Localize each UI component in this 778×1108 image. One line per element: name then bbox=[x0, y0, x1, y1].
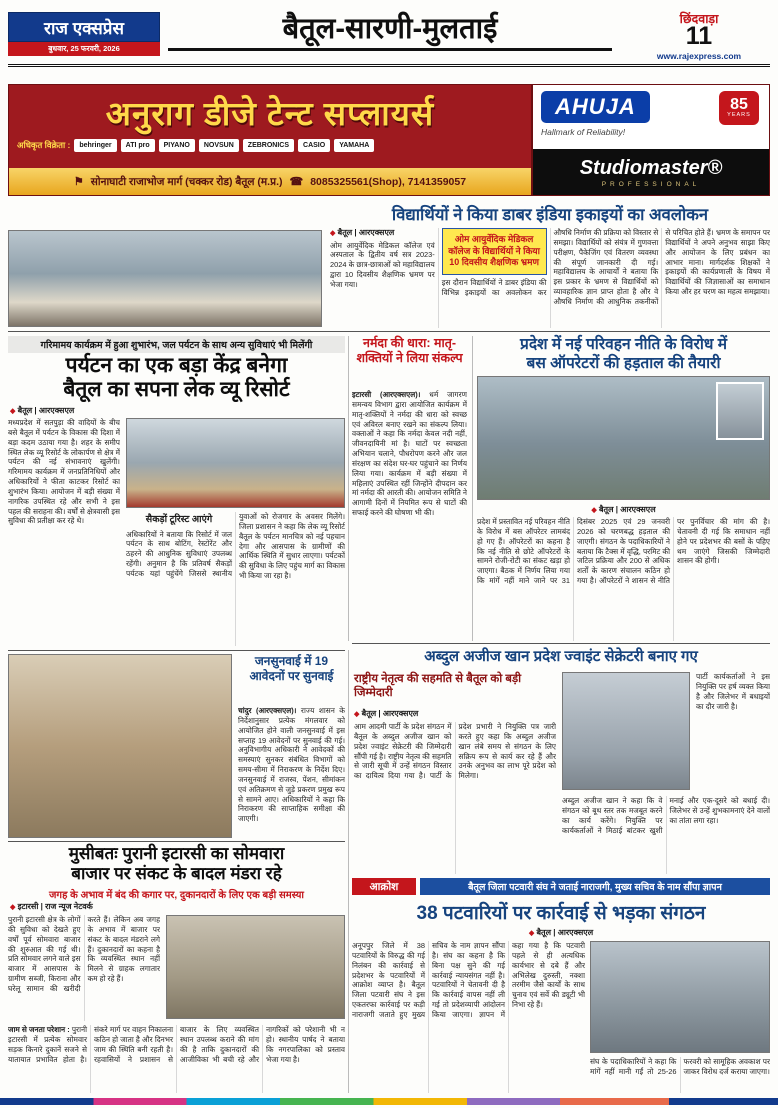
dealer-label: अधिकृत विक्रेता : bbox=[17, 140, 71, 150]
body-lake-bottom bbox=[126, 512, 345, 646]
byline bbox=[352, 927, 770, 938]
section-divider bbox=[8, 841, 345, 842]
column-divider bbox=[348, 650, 349, 1093]
headline-patwari: 38 पटवारियों पर कार्रवाई से भड़का संगठन bbox=[416, 903, 706, 924]
studiomaster-logo: Studiomaster® bbox=[579, 156, 723, 179]
edition-label: छिंदवाड़ा bbox=[679, 12, 719, 26]
bullet-icon: ◆ bbox=[354, 711, 360, 718]
headline-bus bbox=[477, 336, 770, 373]
body-jansunwai bbox=[238, 706, 345, 838]
body-itarsi-left bbox=[8, 915, 160, 1021]
column-divider bbox=[472, 336, 473, 641]
headline-itarsi bbox=[8, 844, 345, 885]
ad-address-text: सोनाघाटी राजाभोज मार्ग (चक्कर रोड) बैतूल (म.प्र.) bbox=[90, 175, 283, 188]
headline-line: मुसीबतः पुरानी इटारसी का सोमवारा bbox=[68, 844, 285, 863]
section-divider bbox=[8, 331, 770, 332]
body-abdul-bottom bbox=[562, 796, 770, 874]
body-text: राज्य शासन के निर्देशानुसार प्रत्येक मंगलवार को आयोजित होने वाली जनसुनवाई में इस सप्ताह 19 आवेदनों पर सुनवाई की गई। अनुविभागीय अधिकारी ने आवेदकों की समस्याएं सुनकर संबंधित विभागों को समय-सीमा में निराकरण के निर्देश दिए। जनसुनवाई में राजस्व, पेंशन, सीमांकन एवं अतिक्रमण से जुड़े प्रकरण प्रमुख रूप से सामने आए। अधिकारियों ने कहा कि निराकरण की साप्ताहिक समीक्षा की जाएगी। bbox=[238, 706, 345, 824]
page-title: बैतूल-सारणी-मुलताई bbox=[282, 13, 498, 45]
section-divider bbox=[352, 643, 770, 644]
body-paragraph: प्रदेश में प्रस्तावित नई परिवहन नीति के विरोध में बस ऑपरेटर लामबंद हो गए हैं। ऑपरेटरों का कहना है कि नई नीति से छोटे ऑपरेटरों के सामने रोजी-रोटी का संकट खड़ा हो जाएगा। बैठक में निर्णय लिया गया कि मांगें नहीं माने जाने पर 31 दिसंबर 2025 एवं 29 जनवरी 2026 को चरणबद्ध हड़ताल की जाएगी। संगठन के पदाधिकारियों ने बताया कि टैक्स में वृद्धि, परमिट की जटिल प्रक्रिया और 200 से अधिक शर्तों के कारण संचालन कठिन हो गया है। ऑपरेटरों ने शासन से नीति पर पुनर्विचार की मांग की है। चेतावनी दी गई कि समाधान नहीं होने पर प्रदेशभर की बसों के पहिए थम जाएंगे जिसकी जिम्मेदारी शासन की होगी। bbox=[477, 517, 770, 586]
body-patwari-left bbox=[352, 941, 585, 1093]
body-paragraph: अधिकारियों ने बताया कि रिसोर्ट में जल पर्यटन के साथ बोटिंग, रेस्टोरेंट और ठहरने की आधुनिक सुविधाएं उपलब्ध रहेंगी। अनुमान है कि प्रतिवर्ष सैकड़ों पर्यटक यहां पहुंचेंगे जिससे स्थानीय युवाओं को रोजगार के अवसर मिलेंगे। जिला प्रशासन ने कहा कि लेक व्यू रिसोर्ट बैतूल के पर्यटन मानचित्र को नई पहचान देगा और आसपास के ग्रामीणों की आर्थिक स्थिति में सुधार लाएगा। पर्यटकों की सुविधा के लिए पहुंच मार्ग का विकास भी किया जा रहा है। bbox=[126, 512, 345, 581]
headline-line: बस ऑपरेटरों की हड़ताल की तैयारी bbox=[526, 354, 721, 372]
byline-text: बैतूल | आरएक्सएल bbox=[536, 928, 594, 937]
ad-dealer-row bbox=[9, 135, 531, 154]
ad-address-bar bbox=[9, 168, 531, 195]
location-icon: ⚑ bbox=[73, 176, 84, 188]
headline-narmada: नर्मदा की धारा: मातृ-शक्तियों ने लिया संकल्प bbox=[356, 336, 463, 365]
photo-abdul-aziz bbox=[562, 672, 690, 790]
byline bbox=[354, 708, 556, 719]
phone-icon: ☎ bbox=[289, 176, 304, 188]
bullet-icon: ◆ bbox=[528, 930, 535, 937]
byline bbox=[10, 405, 210, 416]
studiomaster-sub: PROFESSIONAL bbox=[601, 180, 701, 188]
subhead-traffic-jam: जाम से जनता परेशान : bbox=[8, 1025, 70, 1034]
brand-chip: ZEBRONICS bbox=[243, 139, 294, 152]
brand-chip: behringer bbox=[74, 139, 116, 152]
photo-ribbon-cutting bbox=[126, 418, 345, 508]
body-paragraph bbox=[238, 706, 345, 824]
masthead-brand: राज एक्सप्रेस bbox=[8, 12, 160, 42]
headline-line: प्रदेश में नई परिवहन नीति के विरोध में bbox=[520, 336, 727, 353]
subtitle-abdul: राष्ट्रीय नेतृत्व की सहमति से बैतूल को बड़ी जिम्मेदारी bbox=[354, 673, 522, 700]
photo-inset-portrait bbox=[716, 382, 764, 440]
bullet-icon: ◆ bbox=[10, 408, 16, 415]
body-abdul-right bbox=[696, 672, 770, 790]
byline-text: बैतूल | आरएक्सएल bbox=[337, 228, 395, 237]
brand-chip: YAMAHA bbox=[334, 139, 374, 152]
body-paragraph bbox=[8, 1025, 345, 1064]
body-text: पुरानी इटारसी में प्रत्येक सोमवार सड़क किनारे दुकानें सजने से यातायात प्रभावित होता है। संकरे मार्ग पर वाहन निकालना कठिन हो जाता है और दिनभर जाम की स्थिति बनी रहती है। रहवासियों ने प्रशासन से बाजार के लिए व्यवस्थित स्थान उपलब्ध कराने की मांग की है ताकि दुकानदारों की आजीविका भी बची रहे और नागरिकों को परेशानी भी न हो। स्थानीय पार्षद ने बताया कि नगरपालिका को प्रस्ताव भेजा गया है। bbox=[8, 1025, 345, 1064]
dateline: इटारसी (आरएक्सएल)। bbox=[352, 390, 421, 399]
strip-patwari: बैतूल जिला पटवारी संघ ने जताई नाराजगी, मुख्य सचिव के नाम सौंपा ज्ञापन bbox=[420, 878, 770, 895]
bullet-icon: ◆ bbox=[591, 507, 597, 514]
subhead-tourists: सैकड़ों टूरिस्ट आएंगे bbox=[145, 514, 213, 525]
headline-dabur: विद्यार्थियों ने किया डाबर इंडिया इकाइयों का अवलोकन bbox=[391, 206, 709, 224]
page-number: 11 bbox=[685, 22, 713, 50]
headline-abdul: अब्दुल अजीज खान प्रदेश ज्वाइंट सेक्रेटरी बनाए गए bbox=[424, 648, 698, 665]
body-paragraph: पुरानी इटारसी क्षेत्र के लोगों की सुविधा को देखते हुए वर्षों पूर्व सोमवारा बाजार की शुरुआत की गई थी। प्रति सोमवार लगने वाले इस बाजार में आसपास के ग्रामीण सब्जी, किराना और घरेलू सामान की खरीदी करते हैं। लेकिन अब जगह के अभाव में बाजार पर संकट के बादल मंडराने लगे हैं। दुकानदारों का कहना है कि व्यवस्थित स्थान नहीं मिलने से ग्राहक लगातार कम हो रहे हैं। bbox=[8, 915, 160, 993]
body-lake-left bbox=[8, 418, 120, 646]
column-divider bbox=[348, 336, 349, 641]
photo-students-group bbox=[8, 230, 322, 327]
photo-vegetable-market bbox=[8, 654, 232, 838]
brand-chip: NOVSUN bbox=[199, 139, 239, 152]
photo-bus-operators bbox=[477, 376, 770, 500]
photo-patwari-group bbox=[590, 941, 770, 1053]
masthead-rule bbox=[8, 64, 770, 67]
ad-phone-numbers: 8085325561(Shop), 7141359057 bbox=[310, 175, 467, 188]
brand-chip: CASIO bbox=[298, 139, 330, 152]
photo-itarsi-street bbox=[166, 915, 345, 1019]
headline-line: पर्यटन का एक बड़ा केंद्र बनेगा bbox=[65, 354, 288, 377]
body-patwari-bottom bbox=[590, 1057, 770, 1093]
body-text: धर्म जागरण समन्वय विभाग द्वारा आयोजित कार्यक्रम में मातृ-शक्तियों ने नर्मदा की धारा को स्वच्छ एवं अविरल बनाए रखने का संकल्प लिया। वक्ताओं ने कहा कि नर्मदा केवल नदी नहीं, जीवनदायिनी मां है। घाटों पर स्वच्छता अभियान चलाने, पौधरोपण करने और जल संरक्षण का संदेश घर-घर पहुंचाने का निर्णय लिया गया। कार्यक्रम में बड़ी संख्या में महिलाएं उपस्थित रहीं जिन्होंने दीपदान कर मां नर्मदा की आरती की। आयोजन समिति ने आगामी दिनों में नियमित रूप से घाटों की सफाई करने की घोषणा भी की। bbox=[352, 390, 467, 518]
byline-text: बैतूल | आरएक्सएल bbox=[17, 406, 75, 415]
subtitle-itarsi: जगह के अभाव में बंद की कगार पर, दुकानदारों के लिए एक बड़ी समस्या bbox=[49, 890, 304, 901]
body-abdul-left bbox=[354, 722, 556, 874]
body-dabur bbox=[330, 228, 770, 328]
body-bus bbox=[477, 517, 770, 641]
headline-line: बैतूल का सपना लेक व्यू रिसोर्ट bbox=[63, 377, 290, 401]
body-paragraph: इस दौरान विद्यार्थियों ने डाबर इंडिया की विभिन्न इकाइयों का अवलोकन कर औषधि निर्माण की प्रक्रिया को विस्तार से समझा। विद्यार्थियों को संयंत्र में गुणवत्ता परीक्षण, पैकेजिंग एवं वितरण व्यवस्था की संपूर्ण जानकारी दी गई। महाविद्यालय के आचार्यों ने बताया कि इस प्रकार के भ्रमण से विद्यार्थियों को व्यावहारिक ज्ञान प्राप्त होता है और वे औषधि निर्माण की आधुनिक तकनीकों से परिचित होते हैं। भ्रमण के समापन पर विद्यार्थियों ने अपने अनुभव साझा किए और आयोजन के लिए प्रबंधन का आभार माना। मार्गदर्शक शिक्षकों ने इकाइयों की कार्यप्रणाली के विषय में विद्यार्थियों की जिज्ञासाओं का समाधान किया और हर चरण का महत्व समझाया। bbox=[441, 228, 770, 306]
body-paragraph: अब्दुल अजीज खान ने कहा कि वे संगठन को बूथ स्तर तक मजबूत करने का कार्य करेंगे। नियुक्ति पर कार्यकर्ताओं ने मिठाई बांटकर खुशी मनाई और एक-दूसरे को बधाई दी। जिलेभर से उन्हें शुभकामनाएं देने वालों का तांता लगा रहा। bbox=[562, 796, 770, 835]
website-url: www.rajexpress.com bbox=[656, 51, 742, 61]
ahuja-box bbox=[533, 85, 769, 149]
studiomaster-box bbox=[533, 149, 769, 195]
section-divider bbox=[8, 650, 345, 651]
highlight-box: ओम आयुर्वेदिक मेडिकल कॉलेज के विद्यार्थियों ने किया 10 दिवसीय शैक्षणिक भ्रमण bbox=[442, 228, 547, 275]
bullet-icon: ◆ bbox=[10, 904, 16, 911]
byline bbox=[10, 901, 260, 912]
ahuja-logo: AHUJA bbox=[541, 91, 650, 123]
byline bbox=[477, 504, 770, 515]
kicker-lake: गरिमामय कार्यक्रम में हुआ शुभारंभ, जल पर्यटन के साथ अन्य सुविधाएं भी मिलेंगी bbox=[8, 336, 345, 353]
ad-title: अनुराग डीजे टेन्ट सप्लायर्स bbox=[105, 95, 435, 132]
title-rule bbox=[168, 48, 612, 51]
body-paragraph: आम आदमी पार्टी के प्रदेश संगठन में बैतूल के अब्दुल अजीज खान को प्रदेश ज्वाइंट सेक्रेटरी की जिम्मेदारी सौंपी गई है। राष्ट्रीय नेतृत्व की सहमति से जारी सूची में उन्हें संगठन विस्तार का दायित्व दिया गया है। पार्टी के प्रदेश प्रभारी ने नियुक्ति पत्र जारी करते हुए कहा कि अब्दुल अजीज खान लंबे समय से संगठन के लिए सक्रिय रूप से कार्य कर रहे हैं और उनके अनुभव का लाभ पूरे प्रदेश को मिलेगा। bbox=[354, 722, 556, 781]
years-badge bbox=[719, 91, 759, 125]
ad-left bbox=[9, 85, 531, 195]
ahuja-tagline: Hallmark of Reliability! bbox=[541, 127, 626, 137]
body-narmada bbox=[352, 390, 467, 640]
byline-text: इटारसी | राज न्यूज नेटवर्क bbox=[17, 902, 93, 911]
body-paragraph: अनूपपुर जिले में 38 पटवारियों के विरुद्ध की गई निलंबन की कार्रवाई से प्रदेशभर के पटवारियों में आक्रोश व्याप्त है। बैतूल जिला पटवारी संघ ने इस एकतरफा कार्रवाई पर कड़ी नाराजगी जताते हुए मुख्य सचिव के नाम ज्ञापन सौंपा है। संघ का कहना है कि बिना पक्ष सुने की गई कार्रवाई न्यायसंगत नहीं है। पटवारियों ने चेतावनी दी है कि कार्रवाई वापस नहीं ली गई तो प्रदेशव्यापी आंदोलन किया जाएगा। ज्ञापन में कहा गया है कि पटवारी पहले से ही अत्यधिक कार्यभार से दबे हैं और अभिलेख दुरुस्ती, नक्शा तरमीम जैसे कार्यों के साथ चुनाव एवं सर्वे की ड्यूटी भी निभा रहे हैं। bbox=[352, 941, 585, 1019]
bullet-icon: ◆ bbox=[330, 230, 336, 237]
brand-chip: ATI pro bbox=[121, 139, 155, 152]
body-paragraph: मध्यप्रदेश में सतपुड़ा की वादियों के बीच बसे बैतूल में पर्यटन के विकास की दिशा में बड़ा कदम उठाया गया है। शहर के समीप स्थित लेक व्यू रिसोर्ट के लोकार्पण से क्षेत्र में पर्यटन की नई संभावनाएं खुलेंगी। गरिमामय कार्यक्रम में जनप्रतिनिधियों और अधिकारियों ने फीता काटकर रिसोर्ट का शुभारंभ किया। आयोजन में बड़ी संख्या में नागरिक उपस्थित रहे और सभी ने इस पहल की सराहना की। वर्षों से क्षेत्रवासी इस सुविधा की प्रतीक्षा कर रहे थे। bbox=[8, 418, 120, 526]
badge-akrosh: आक्रोश bbox=[352, 878, 416, 895]
body-paragraph: संघ के पदाधिकारियों ने कहा कि मांगें नहीं मानी गईं तो 25-26 फरवरी को सामूहिक अवकाश पर जाकर विरोध दर्ज कराया जाएगा। bbox=[590, 1057, 770, 1076]
years-number: 85 bbox=[730, 96, 748, 114]
body-paragraph bbox=[352, 390, 467, 518]
headline-jansunwai: जनसुनवाई में 19 आवेदनों पर सुनवाई bbox=[249, 654, 334, 683]
body-paragraph: ओम आयुर्वेदिक मेडिकल कॉलेज एवं अस्पताल के द्वितीय वर्ष सत्र 2023-2024 के छात्र-छात्राओं को महाविद्यालय द्वारा 10 दिवसीय शैक्षणिक भ्रमण पर भेजा गया। bbox=[330, 240, 435, 289]
headline-line: बाजार पर संकट के बादल मंडरा रहे bbox=[71, 864, 282, 884]
body-itarsi-bottom bbox=[8, 1025, 345, 1093]
body-paragraph: पार्टी कार्यकर्ताओं ने इस नियुक्ति पर हर्ष व्यक्त किया है और जिलेभर में बधाइयों का दौर जारी है। bbox=[696, 672, 770, 711]
brand-chip: PIYANO bbox=[159, 139, 195, 152]
byline-text: बैतूल | आरएक्सएल bbox=[361, 709, 419, 718]
headline-lake bbox=[8, 354, 345, 401]
dateline: चांदुर (आरएक्सएल)। bbox=[238, 706, 297, 715]
masthead-date: बुधवार, 25 फरवरी, 2026 bbox=[8, 42, 160, 56]
ad-right bbox=[531, 85, 769, 195]
ad-banner bbox=[8, 84, 770, 196]
footer-color-strip bbox=[0, 1098, 778, 1105]
byline bbox=[330, 228, 435, 239]
byline-text: बैतूल | आरएक्सएल bbox=[598, 505, 656, 514]
years-label: YEARS bbox=[727, 112, 751, 119]
